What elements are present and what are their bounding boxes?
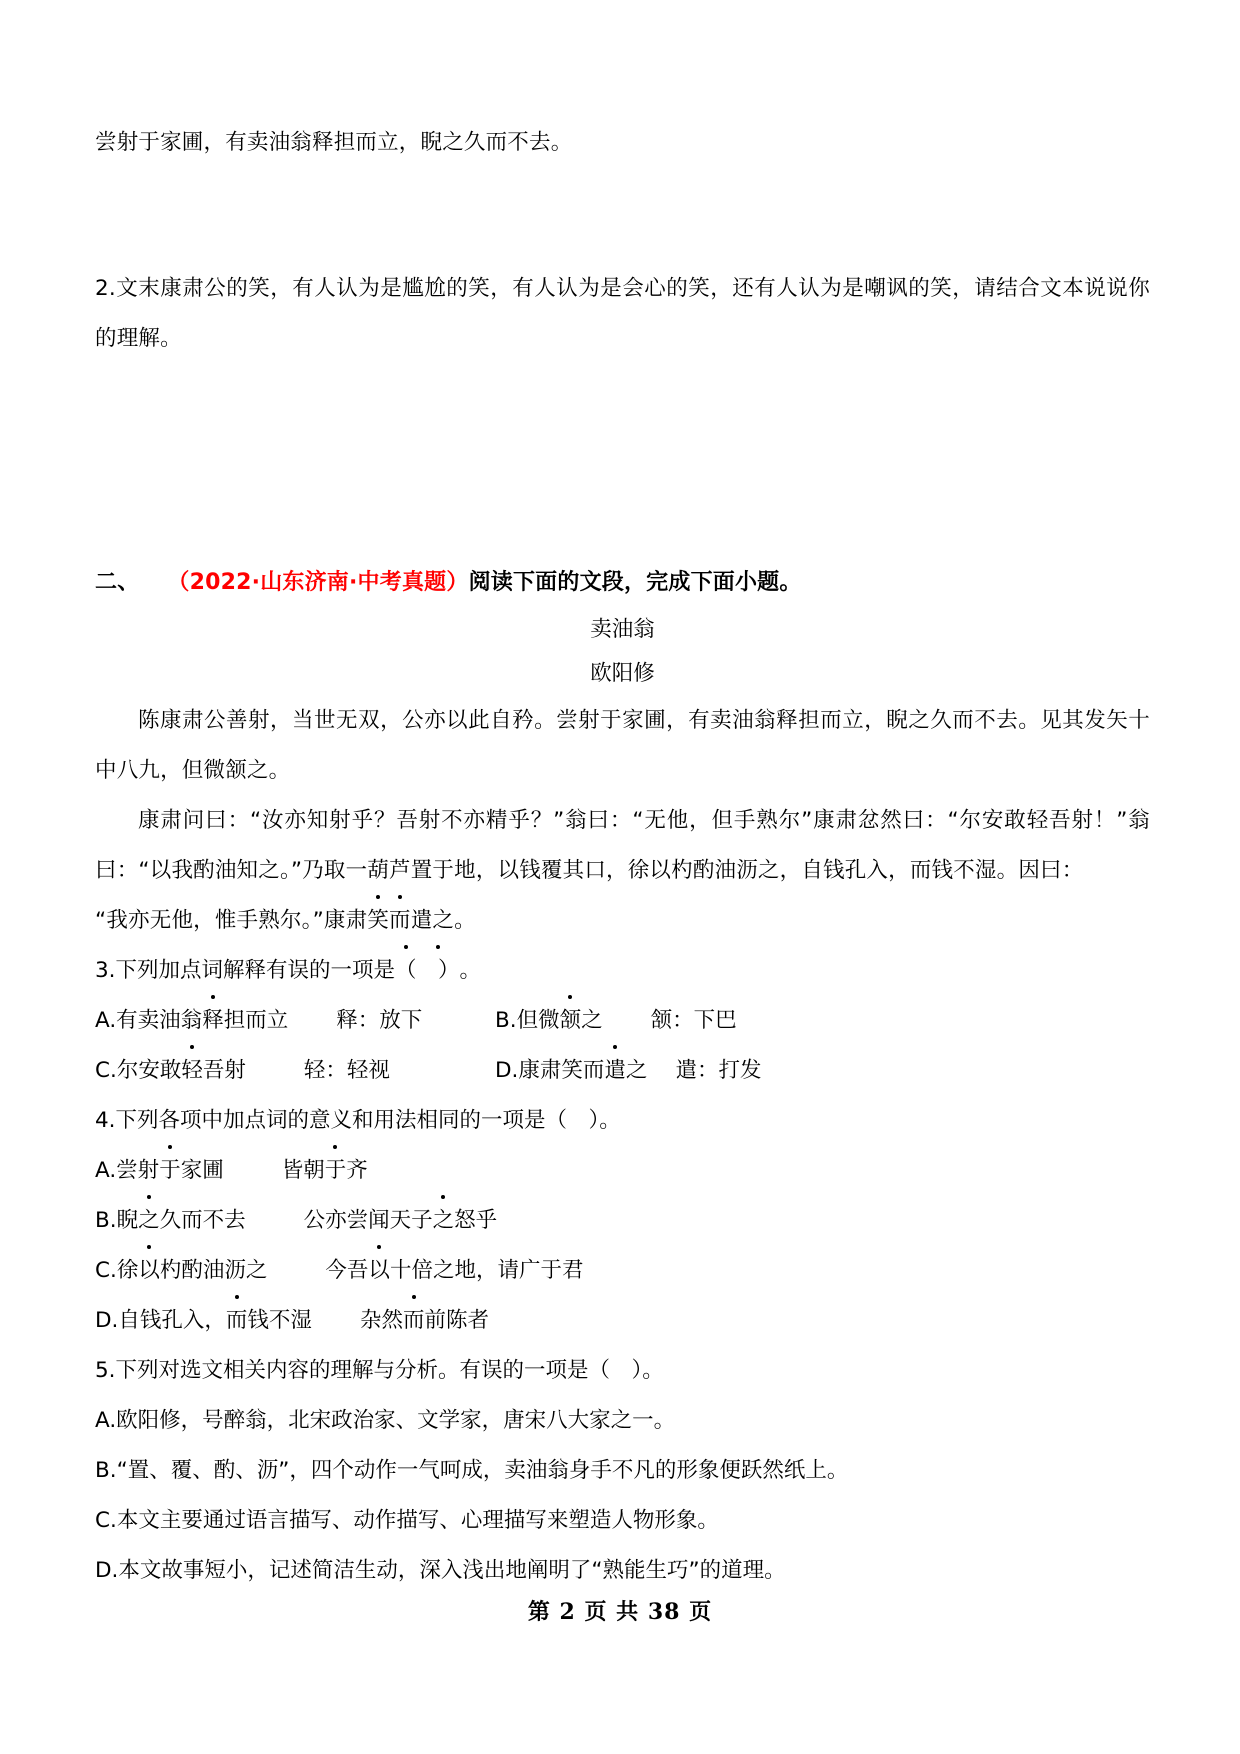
option-left-post: 钱不湿: [247, 1308, 312, 1333]
option-label: A.: [95, 1158, 117, 1183]
question-4-stem-text: 4.下列各项中加点词的意义和用法相同的一项是（ ）。: [95, 1108, 621, 1133]
source-tag: （2022·山东济南·中考真题）: [167, 570, 469, 595]
dot-emphasis-char: 以: [138, 1246, 160, 1296]
dot-emphasis-char: 而: [226, 1296, 248, 1346]
dot-emphasis-char: 之: [433, 1196, 455, 1246]
option-label: C.: [95, 1058, 117, 1083]
dot-emphasis-char: 轻: [181, 1046, 203, 1096]
question-3-option-a[interactable]: [95, 996, 495, 1046]
dot-emphasis-char: 遣: [604, 1046, 626, 1096]
option-right-post: 前陈者: [424, 1308, 489, 1333]
top-excerpt: 尝射于家圃，有卖油翁释担而立，睨之久而不去。: [95, 130, 573, 155]
passage-author: 欧阳修: [590, 661, 655, 686]
passage-paragraph-2: [95, 796, 1150, 896]
question-3-option-c[interactable]: [95, 1046, 495, 1096]
option-gloss: 释：放下: [336, 1008, 423, 1033]
dot-emphasis-char: 而: [403, 1296, 425, 1346]
question-3-option-d[interactable]: [495, 1046, 895, 1096]
question-3-options-row-1: [95, 996, 1150, 1046]
option-left-pre: 睨: [116, 1208, 139, 1233]
dot-emphasis-char: 颔: [560, 996, 582, 1046]
option-text-pre: 康肃笑而: [518, 1058, 605, 1083]
dot-emphasis-char: 释: [202, 996, 224, 1046]
option-left-pre: 自钱孔入，: [118, 1308, 226, 1333]
question-2-text: 2.文末康肃公的笑，有人认为是尴尬的笑，有人认为是会心的笑，还有人认为是嘲讽的笑，请结合文本说说你的理解。: [95, 276, 1150, 351]
dot-emphasis-paren-open: （: [395, 946, 417, 996]
option-text-post: 担而立: [223, 1008, 289, 1033]
dot-emphasis-char: 以: [368, 1246, 390, 1296]
option-text-pre: 但微: [516, 1008, 560, 1033]
question-4-option-d[interactable]: [95, 1296, 1150, 1346]
question-5-option-a[interactable]: A.欧阳修，号醉翁，北宋政治家、文学家，唐宋八大家之一。: [95, 1408, 676, 1433]
option-text-pre: 尔安敢: [116, 1058, 182, 1083]
option-label: B.: [95, 1208, 117, 1233]
option-text-pre: 有卖油翁: [116, 1008, 203, 1033]
dot-emphasis-xiao: 笑: [367, 896, 389, 946]
spacer: [95, 168, 1150, 264]
question-3-stem-post: 。: [459, 958, 482, 983]
option-gloss: 颔：下巴: [650, 1008, 737, 1033]
passage-p2-post: 遣之。: [410, 908, 476, 933]
passage-paragraph-2-cont: [95, 896, 1150, 946]
dot-emphasis-paren-close: ）: [417, 946, 460, 996]
section-heading: [95, 560, 1150, 606]
question-4-stem: [95, 1096, 1150, 1146]
option-label: D.: [95, 1308, 119, 1333]
option-left-pre: 徐: [116, 1258, 139, 1283]
question-3-options-row-2: [95, 1046, 1150, 1096]
question-5-stem: 5.下列对选文相关内容的理解与分析。有误的一项是（ ）。: [95, 1358, 664, 1383]
spacer-answer-area: [95, 364, 1150, 560]
option-text-post: 之: [625, 1058, 648, 1083]
question-3-stem: [95, 946, 1150, 996]
option-right-post: 齐: [346, 1158, 368, 1183]
option-left-post: 久而不去: [159, 1208, 246, 1233]
option-right-pre: 皆朝: [281, 1158, 325, 1183]
dot-emphasis-char: 之: [138, 1196, 160, 1246]
option-right-post: 怒乎: [454, 1208, 498, 1233]
question-5-option-d[interactable]: D.本文故事短小，记述简洁生动，深入浅出地阐明了“熟能生巧”的道理。: [95, 1558, 786, 1583]
option-left-post: 家圃: [180, 1158, 224, 1183]
option-text-post: 之: [581, 1008, 603, 1033]
question-3-stem-pre: 3.下列加点词解释有误的一项是: [95, 958, 396, 983]
question-3-option-b[interactable]: [495, 996, 895, 1046]
option-right-pre: 公亦尝闻天子: [303, 1208, 433, 1233]
option-text-post: 吾射: [202, 1058, 246, 1083]
section-number: 二、: [95, 570, 140, 595]
option-label: C.: [95, 1258, 117, 1283]
passage-title: 卖油翁: [590, 617, 655, 642]
passage-paragraph-1: 陈康肃公善射，当世无双，公亦以此自矜。尝射于家圃，有卖油翁释担而立，睨之久而不去。见其发矢十中八九，但微颔之。: [95, 708, 1150, 783]
passage-paragraph-2-main: 康肃问曰：“汝亦知射乎？吾射不亦精乎？”翁曰：“无他，但手熟尔”康肃忿然曰：“尔安敢轻吾射！”翁曰：“以我酌油知之。”乃取一葫芦置于地，以钱覆其口，徐以杓酌油沥之，自钱孔入，而钱不湿。因曰：: [95, 808, 1150, 883]
question-4-option-b[interactable]: [95, 1196, 1150, 1246]
option-gloss: 遣：打发: [675, 1058, 762, 1083]
page-footer: 第 2 页 共 38 页: [527, 1599, 713, 1625]
option-gloss: 轻：轻视: [303, 1058, 390, 1083]
dot-emphasis-er: 而: [389, 896, 411, 946]
option-right-pre: 杂然: [359, 1308, 403, 1333]
option-label: D.: [495, 1058, 519, 1083]
option-right-pre: 今吾: [325, 1258, 369, 1283]
section-instruction: 阅读下面的文段，完成下面小题。: [468, 570, 802, 595]
option-left-pre: 尝射: [116, 1158, 160, 1183]
question-5-option-b[interactable]: B.“置、覆、酌、沥”，四个动作一气呵成，卖油翁身手不凡的形象便跃然纸上。: [95, 1458, 849, 1483]
dot-emphasis-char: 于: [159, 1146, 181, 1196]
question-4-option-c[interactable]: [95, 1246, 1150, 1296]
option-left-post: 杓酌油沥之: [159, 1258, 268, 1283]
dot-emphasis-char: 于: [325, 1146, 347, 1196]
option-right-post: 十倍之地，请广于君: [389, 1258, 584, 1283]
option-label: A.: [95, 1008, 117, 1033]
passage-p2-pre: “我亦无他，惟手熟尔。”康肃: [95, 908, 368, 933]
question-4-option-a[interactable]: [95, 1146, 1150, 1196]
question-5-option-c[interactable]: C.本文主要通过语言描写、动作描写、心理描写来塑造人物形象。: [95, 1508, 719, 1533]
option-label: B.: [495, 1008, 517, 1033]
